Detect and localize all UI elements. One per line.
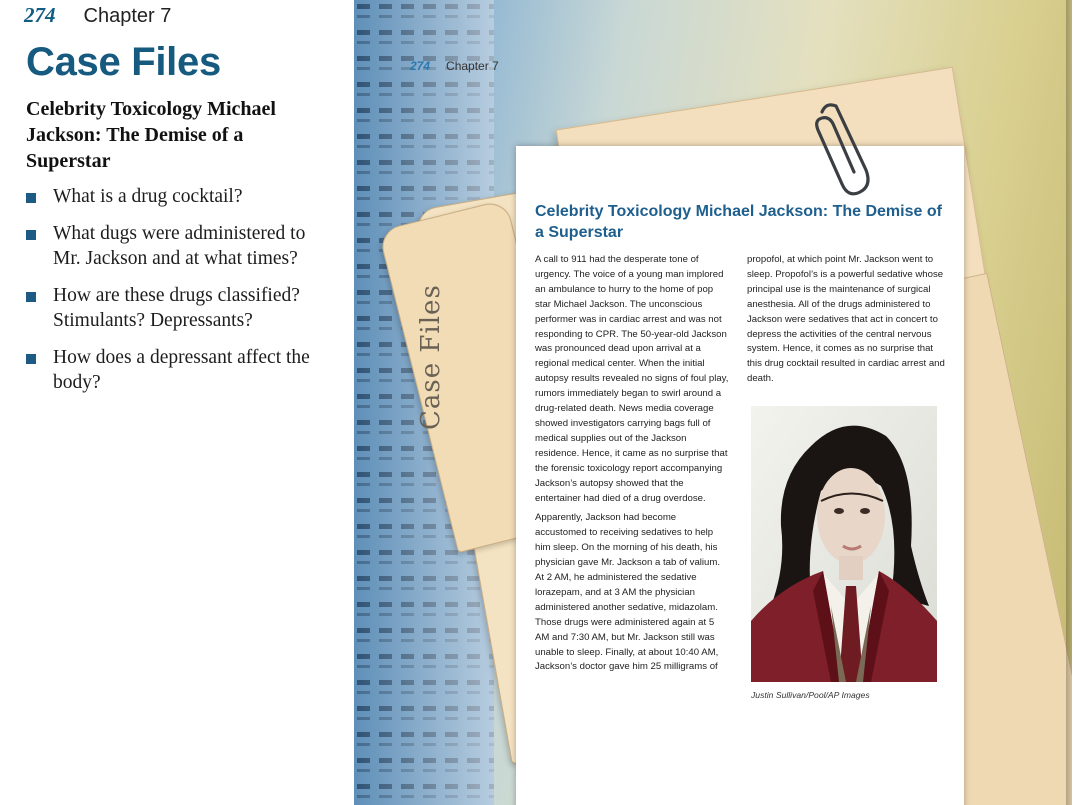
question-text: How does a depressant affect the body? <box>53 347 310 393</box>
square-bullet-icon <box>26 354 36 364</box>
article-paragraph: A call to 911 had the desperate tone of urgency. The voice of a young man implored an ambulance to hurry to the home of pop star Michael Jackson. The unconscious performer was in cardiac arrest and was not responding to CPR. The 50-year-old Jackson was pronounced dead upon arrival at a regional medical center. When the initial autopsy results revealed no signs of foul play, rumors immediately began to swirl around a drug-related death. News media coverage showed investigators carrying bags full of medical supplies out of the Jackson residence. Hence, it came as no surprise that the forensic toxicology report accompanying Jackson’s autopsy showed that the entertainer had died of a drug overdose. <box>535 254 729 504</box>
folder-label: Case Files <box>416 284 446 430</box>
question-text: How are these drugs classified? Stimulants? Depressants? <box>53 285 300 331</box>
square-bullet-icon <box>26 230 36 240</box>
question-text: What dugs were administered to Mr. Jackson and at what times? <box>53 223 306 269</box>
portrait-photo <box>751 406 937 682</box>
sidebar-header <box>24 3 171 28</box>
article-title: Celebrity Toxicology Michael Jackson: The Demise of a Superstar <box>535 203 942 241</box>
article-column-2 <box>747 253 947 392</box>
section-subtitle: Celebrity Toxicology Michael Jackson: The Demise of a Superstar <box>26 98 276 172</box>
article-paragraph: propofol, at which point Mr. Jackson went to sleep. Propofol’s is a powerful sedative whose principal use is the maintenance of surgical anesthesia. All of the drugs administered to Jackson were sedatives that act in concert to depress the activities of the central nervous system. Hence, it comes as no surprise that this drug cocktail resulted in cardiac arrest and death. <box>747 254 945 385</box>
list-item <box>26 221 326 271</box>
list-item <box>26 283 326 333</box>
question-list <box>26 184 326 407</box>
question-text: What is a drug cocktail? <box>53 186 243 207</box>
list-item <box>26 184 326 209</box>
book-page-number: 274 <box>410 59 431 73</box>
chapter-label: Chapter 7 <box>83 5 172 27</box>
article-column-1 <box>535 253 730 680</box>
square-bullet-icon <box>26 193 36 203</box>
page-edge-shadow <box>1066 0 1072 805</box>
page-title: Case Files <box>26 40 221 84</box>
portrait-illustration <box>751 406 937 682</box>
article-paragraph: Apparently, Jackson had become accustomed to receiving sedatives to help him sleep. On the morning of his death, his physician gave Mr. Jackson a tab of valium. At 2 AM, he administered the sedative lorazepam, and at 3 AM the physician administered another sedative, midazolam. Those drugs were administered again at 5 AM and 7:30 AM, but Mr. Jackson still was unable to sleep. Finally, at about 10:40 AM, Jackson’s doctor gave him 25 milligrams of <box>535 512 721 673</box>
book-chapter-label: Chapter 7 <box>446 59 499 73</box>
page-number: 274 <box>24 3 56 27</box>
photo-credit: Justin Sullivan/Pool/AP Images <box>751 690 870 700</box>
square-bullet-icon <box>26 292 36 302</box>
sidebar <box>0 0 352 805</box>
article-sheet <box>516 146 964 805</box>
list-item <box>26 345 326 395</box>
paperclip-icon <box>804 100 874 200</box>
book-page-image <box>354 0 1072 805</box>
book-header <box>410 59 499 73</box>
